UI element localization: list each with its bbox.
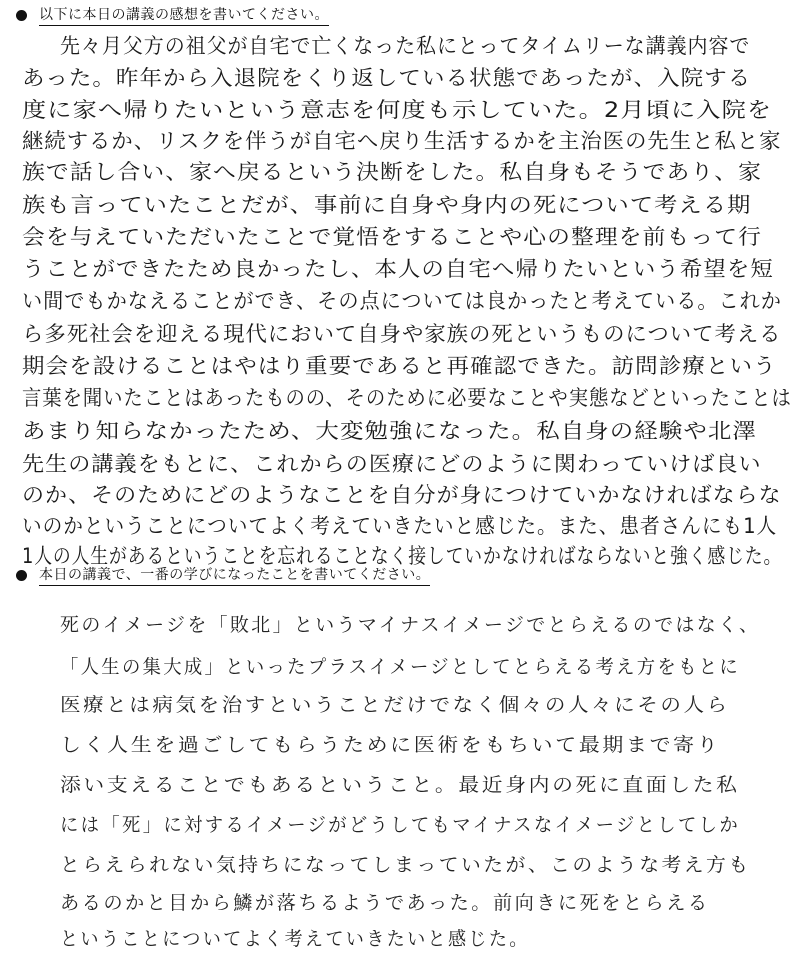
handwritten-line: 言葉を聞いたことはあったものの、そのために必要なことや実態などといったことは: [22, 386, 792, 410]
handwritten-line: 族も言っていたことだが、事前に自身や身内の死について考える期: [22, 193, 752, 217]
handwritten-line: 会を与えていただいたことで覚悟をすることや心の整理を前もって行: [22, 225, 762, 249]
handwritten-line: 先々月父方の祖父が自宅で亡くなった私にとってタイムリーな講義内容で: [60, 34, 751, 58]
handwritten-line: のか、そのためにどのようなことを自分が身につけていかなければならな: [22, 483, 782, 507]
handwritten-line: 死のイメージを「敗北」というマイナスイメージでとらえるのではなく、: [60, 614, 761, 636]
bullet-icon: [16, 570, 27, 581]
handwritten-line: 族で話し合い、家へ戻るという決断をした。私自身もそうであり、家: [22, 160, 762, 184]
handwritten-line: ら多死社会を迎える現代において自身や家族の死というものについて考える: [22, 322, 782, 346]
handwritten-line: には「死」に対するイメージがどうしてもマイナスなイメージとしてしか: [60, 814, 740, 836]
learning-prompt-text: 本日の講義で、一番の学びになったことを書いてください。: [39, 564, 430, 586]
handwritten-line: 添い支えることでもあるということ。最近身内の死に直面した私: [60, 774, 740, 796]
learning-prompt: [8, 564, 430, 586]
handwritten-line: 医療とは病気を治すということだけでなく個々の人々にその人ら: [60, 694, 730, 716]
handwritten-line: あった。昨年から入退院をくり返している状態であったが、入院する: [22, 66, 752, 90]
handwritten-line: ということについてよく考えていきたいと感じた。: [60, 928, 530, 950]
handwritten-line: 期会を設けることはやはり重要であると再確認できた。訪問診療という: [22, 354, 777, 378]
handwritten-line: 継続するか、リスクを伴うが自宅へ戻り生活するかを主治医の先生と私と家: [22, 129, 782, 153]
handwritten-line: しく人生を過ごしてもらうために医術をもちいて最期まで寄り: [60, 734, 721, 756]
handwritten-line: い間でもかなえることができ、その点については良かったと考えている。これか: [22, 289, 782, 313]
handwritten-line: 度に家へ帰りたいという意志を何度も示していた。2月頃に入院を: [22, 98, 773, 122]
impressions-prompt: [8, 4, 329, 26]
impressions-prompt-text: 以下に本日の講義の感想を書いてください。: [39, 4, 329, 26]
handwritten-line: 「人生の集大成」といったプラスイメージとしてとらえる考え方をもとに: [60, 656, 741, 678]
handwritten-line: いのかということについてよく考えていきたいと感じた。また、患者さんにも1人: [22, 514, 778, 538]
handwritten-line: あまり知らなかったため、大変勉強になった。私自身の経験や北澤: [22, 419, 757, 443]
handwritten-line: うことができたため良かったし、本人の自宅へ帰りたいという希望を短: [22, 257, 774, 281]
handwritten-line: あるのかと目から鱗が落ちるようであった。前向きに死をとらえる: [60, 892, 710, 914]
bullet-icon: [16, 10, 27, 21]
handwritten-line: 先生の講義をもとに、これからの医療にどのように関わっていけば良い: [22, 452, 762, 476]
handwritten-line: とらえられない気持ちになってしまっていたが、このような考え方も: [60, 854, 751, 876]
handwritten-line: 1人の人生があるということを忘れることなく接していかなければならないと強く感じた。: [22, 544, 783, 568]
learning-section: [0, 560, 802, 960]
